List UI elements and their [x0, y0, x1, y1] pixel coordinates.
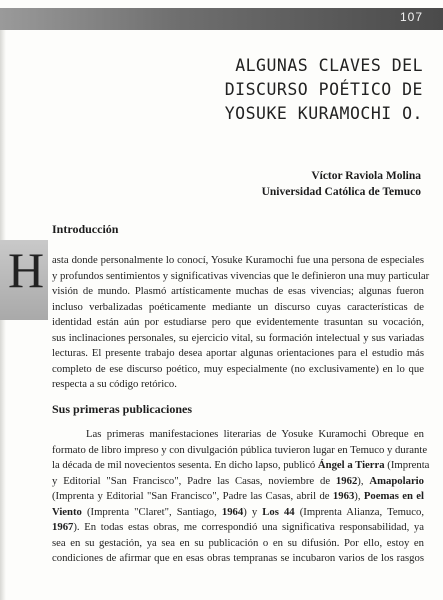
text-line: identidad están aún por estudiarse pero que evidentemente trasuntan su vocación, [52, 316, 424, 329]
text-line: formato de libro impreso y con divulgación pública tuvieron lugar en Temuco y durante [52, 443, 428, 456]
title-line: ALGUNAS CLAVES DEL [235, 56, 423, 75]
text-line: 1967). En todas estas obras, me correspondió una significativa responsabilidad, ya [52, 521, 424, 534]
header-bar [0, 8, 443, 30]
text-line: Viento (Imprenta "Claret", Santiago, 1964) y Los 44 (Imprenta Alianza, Temuco, [52, 505, 425, 518]
text-line: Las primeras manifestaciones literarias de Yosuke Kuramochi Obreque en [86, 428, 424, 440]
text-line: y Editorial "San Francisco", Padre las Casas, noviembre de 1962), Amapolario [52, 474, 424, 487]
text-line: visión de mundo. Plasmó artísticamente muchas de esas vivencias; algunas fueron [52, 285, 424, 298]
text-line: y profundos sentimientos y significativas vivencias que le definieron una muy particular [52, 269, 430, 282]
drop-cap: H [8, 242, 45, 298]
title-line: DISCURSO POÉTICO DE [224, 80, 423, 99]
title-line: YOSUKE KURAMOCHI O. [224, 104, 423, 123]
text-line: sus inclinaciones personales, su ejercicio vital, su formación intelectual y sus variadas [52, 331, 424, 344]
section-heading-primeras-publicaciones: Sus primeras publicaciones [52, 402, 193, 416]
text-line: condiciones de afirmar que en esas obras tempranas se incubaron varios de los rasgos [52, 552, 424, 565]
article-title [225, 54, 423, 126]
text-line: asta donde personalmente lo conocí, Yosuke Kuramochi fue una persona de especiales [52, 254, 424, 266]
text-line: la década de mil novecientos sesenta. En dicho lapso, publicó Ángel a Tierra (Imprenta [52, 459, 430, 472]
intro-paragraph [52, 253, 430, 393]
section-heading-introduccion: Introducción [52, 222, 119, 236]
text-line: incluso verbalizadas poéticamente mediante un discurso cuyas características de [52, 300, 424, 313]
author-block [262, 168, 421, 200]
text-line: sea en su gestación, ya sea en su publicación o en su difusión. Por ello, estoy en [52, 536, 424, 549]
text-line: completo de ese discurso poético, muy especialmente (no exclusivamente) en lo que [52, 362, 424, 375]
page-number: 107 [399, 10, 423, 24]
author-affiliation: Universidad Católica de Temuco [261, 186, 421, 198]
text-line: (Imprenta y Editorial "San Francisco", Padre las Casas, abril de 1963), Poemas en el [52, 490, 425, 503]
text-line: lecturas. El presente trabajo desea aportar algunas orientaciones para el estudio más [52, 347, 424, 360]
text-line: respecta a su código retórico. [52, 378, 177, 391]
author-name: Víctor Raviola Molina [311, 170, 421, 182]
publications-paragraph [52, 427, 430, 567]
